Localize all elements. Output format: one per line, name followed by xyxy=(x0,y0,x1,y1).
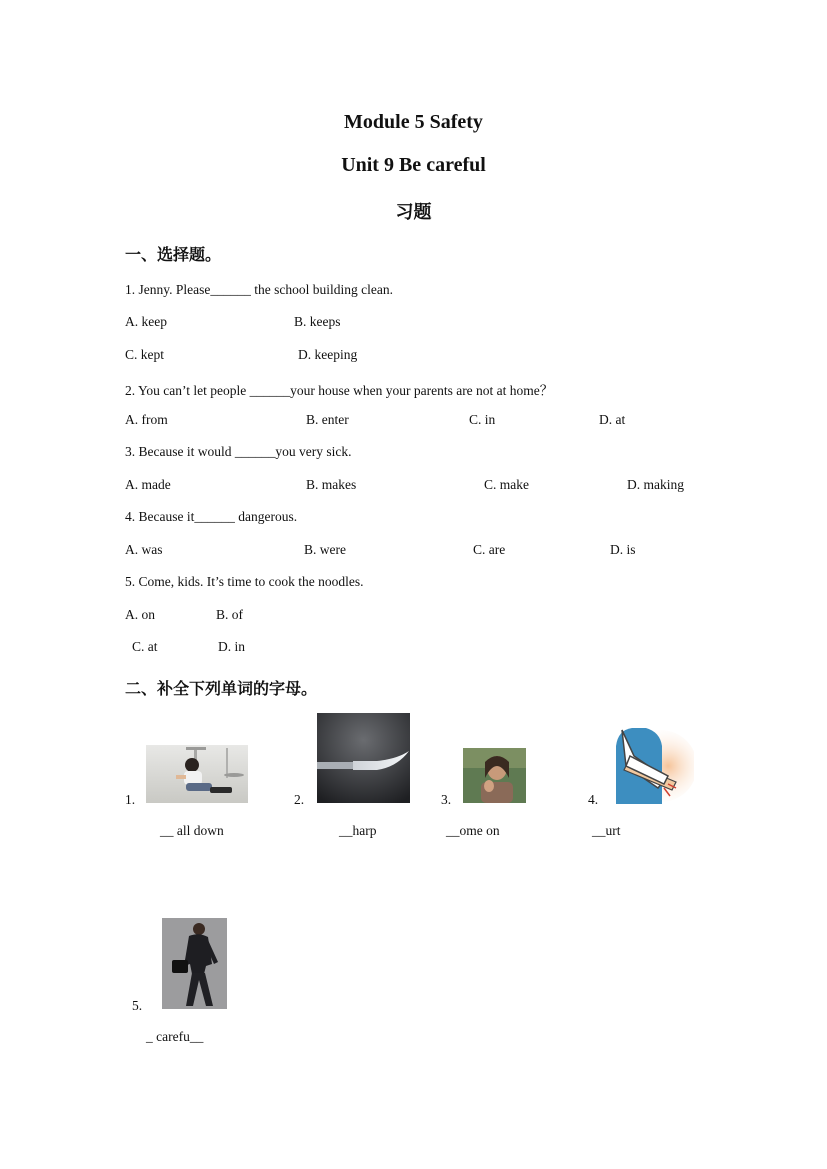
woman-beckoning-image xyxy=(463,748,526,803)
question-5-option-b: B. of xyxy=(216,607,243,622)
walking-man-image xyxy=(162,918,227,1009)
question-1-option-c: C. kept xyxy=(125,347,164,362)
question-4-option-b: B. were xyxy=(304,542,346,557)
question-2-stem: 2. You can’t let people ______your house when your parents are not at home？ xyxy=(125,383,554,398)
question-1-stem: 1. Jenny. Please______ the school building clean. xyxy=(125,282,393,297)
arm-sling-image xyxy=(606,726,694,804)
item-5-number: 5. xyxy=(132,998,143,1013)
question-4-option-c: C. are xyxy=(473,542,506,557)
question-4-option-d: D. is xyxy=(610,542,636,557)
question-3-option-a: A. made xyxy=(125,477,171,492)
item-3-number: 3. xyxy=(441,792,452,807)
question-2-option-d: D. at xyxy=(599,412,626,427)
question-5-option-d: D. in xyxy=(218,639,245,654)
item-1-number: 1. xyxy=(125,792,136,807)
question-2-option-b: B. enter xyxy=(306,412,349,427)
question-5-stem: 5. Come, kids. It’s time to cook the noodles. xyxy=(125,574,364,589)
module-title: Module 5 Safety xyxy=(344,111,483,133)
scalpel-image xyxy=(317,713,410,803)
question-1-option-b: B. keeps xyxy=(294,314,341,329)
question-3-stem: 3. Because it would ______you very sick. xyxy=(125,444,352,459)
item-1-answer: __ all down xyxy=(160,823,224,838)
exercise-title: 习题 xyxy=(395,202,432,223)
question-3-option-c: C. make xyxy=(484,477,529,492)
item-3-answer: __ome on xyxy=(446,823,500,838)
question-1-option-a: A. keep xyxy=(125,314,167,329)
question-5-option-a: A. on xyxy=(125,607,155,622)
question-4-stem: 4. Because it______ dangerous. xyxy=(125,509,298,524)
item-4-answer: __urt xyxy=(592,823,621,838)
boy-fallen-image xyxy=(146,745,248,803)
item-5-answer: _ carefu__ xyxy=(146,1029,204,1044)
unit-title: Unit 9 Be careful xyxy=(341,154,486,176)
section-1-heading: 一、选择题。 xyxy=(125,245,222,264)
question-4-option-a: A. was xyxy=(125,542,163,557)
question-3-option-d: D. making xyxy=(627,477,684,492)
question-2-option-c: C. in xyxy=(469,412,496,427)
item-4-number: 4. xyxy=(588,792,599,807)
section-2-heading: 二、补全下列单词的字母。 xyxy=(125,679,318,698)
item-2-number: 2. xyxy=(294,792,305,807)
question-3-option-b: B. makes xyxy=(306,477,357,492)
question-1-option-d: D. keeping xyxy=(298,347,358,362)
item-2-answer: __harp xyxy=(339,823,377,838)
question-2-option-a: A. from xyxy=(125,412,168,427)
question-5-option-c: C. at xyxy=(132,639,158,654)
